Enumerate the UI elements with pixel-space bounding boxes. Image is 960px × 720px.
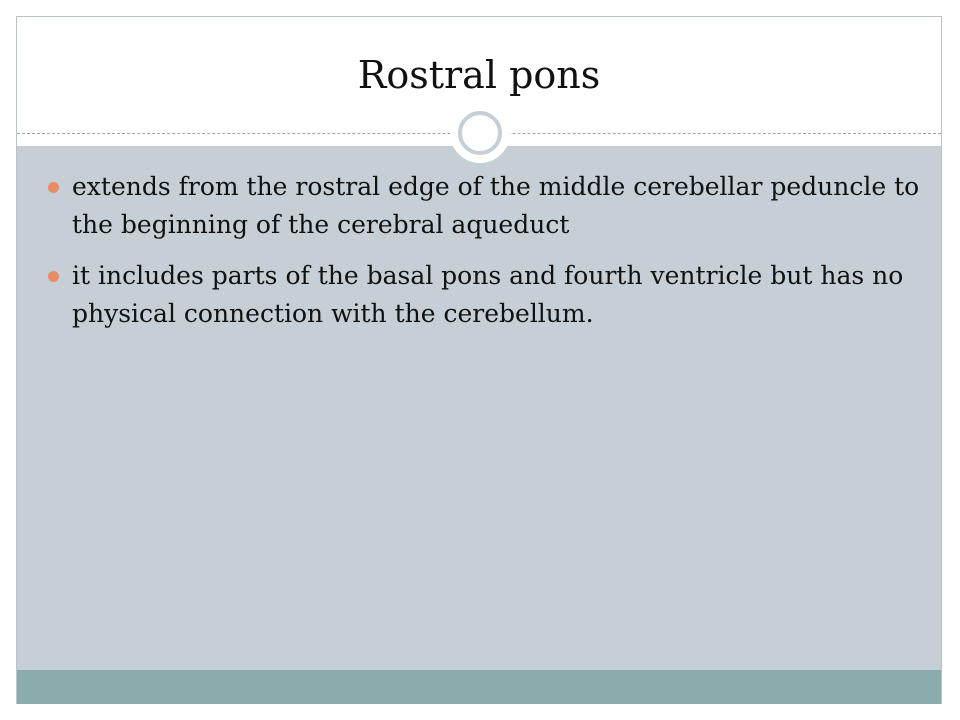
slide-title: Rostral pons (357, 53, 601, 97)
bullet-item (48, 168, 928, 244)
footer-band (17, 670, 941, 704)
bullet-item (48, 257, 928, 333)
bullet-text: it includes parts of the basal pons and fourth ventricle but has no physical connection with the cerebellum. (72, 261, 904, 328)
bullet-dot-icon (48, 182, 59, 193)
bullet-dot-icon (48, 271, 59, 282)
circle-ornament-icon (450, 103, 510, 163)
bullet-list (48, 168, 928, 346)
circle-ring (458, 111, 502, 155)
bullet-text: extends from the rostral edge of the middle cerebellar peduncle to the beginning of the cerebral aqueduct (72, 172, 920, 239)
